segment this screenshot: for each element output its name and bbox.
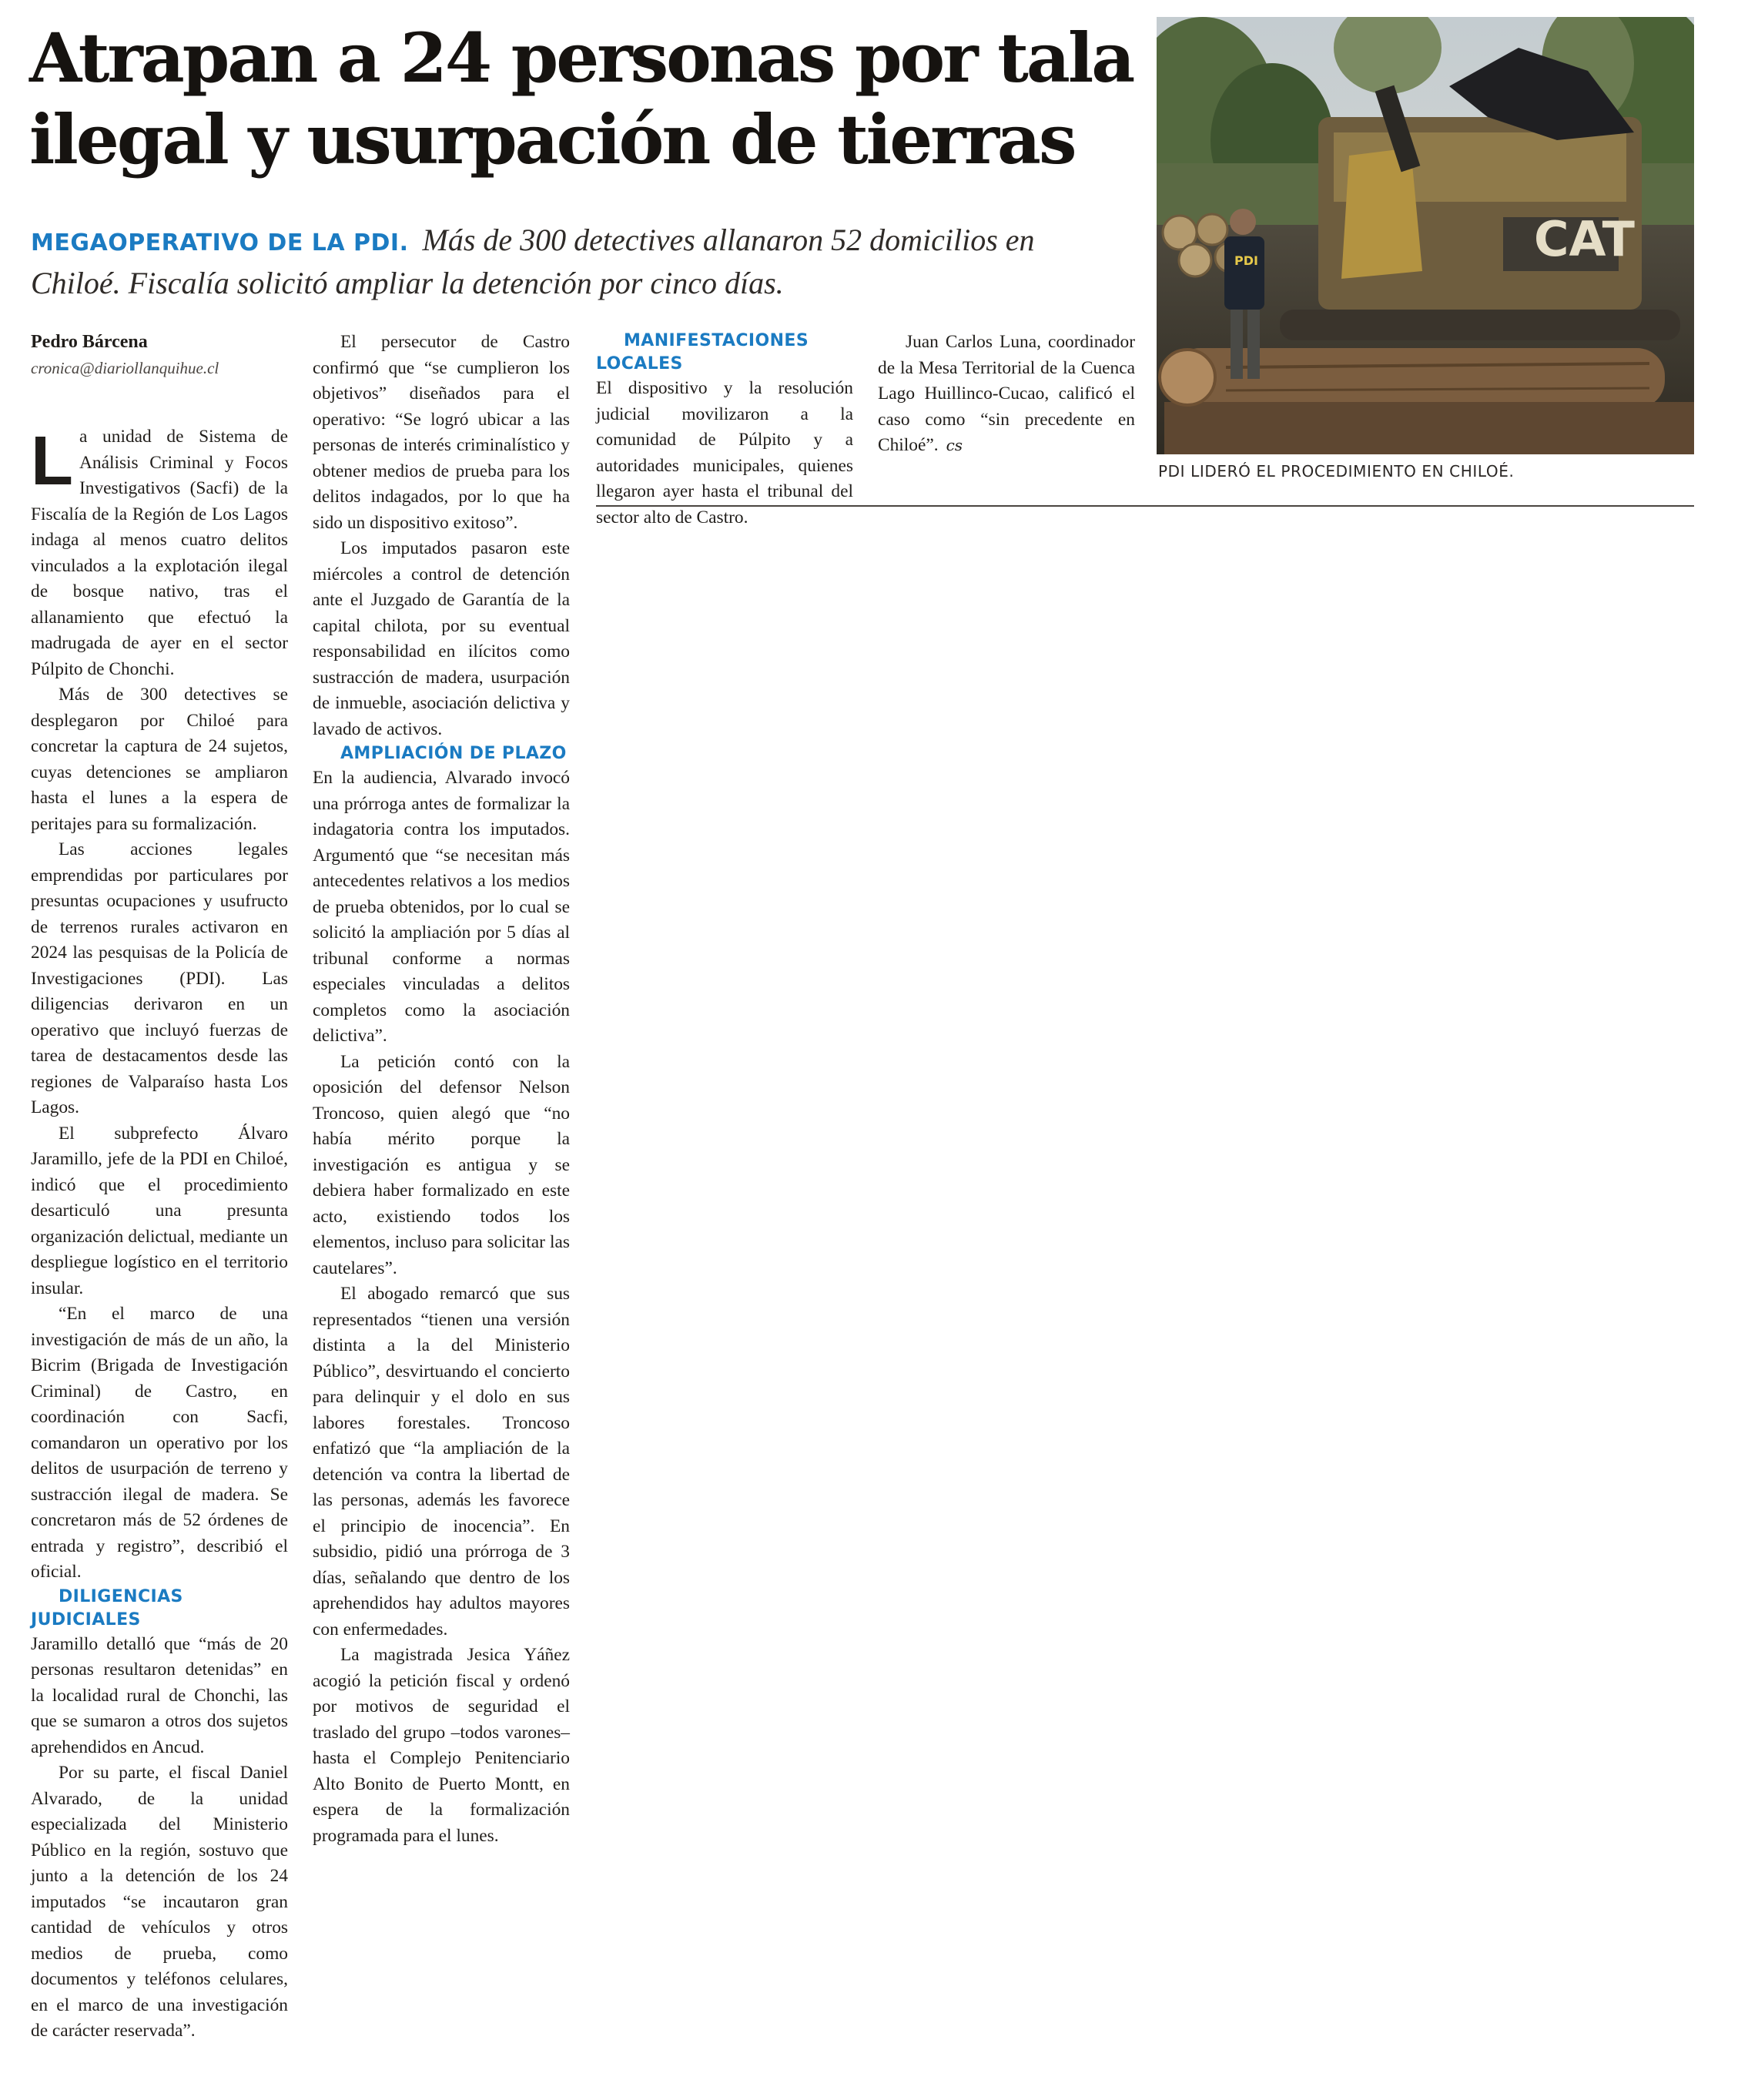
vest-label: PDI xyxy=(1234,253,1258,268)
paragraph: El abogado remarcó que sus representados “tienen una versión distinta a la del Ministerio Público”, desvirtuando el concierto para delinquir y el dolo en sus labores forestales. Troncoso enfatizó que “la ampliación de la detención va contra la libertad de las personas, además les favorece el principio de inocencia”. En subsidio, pidió una prórroga de 3 días, señalando que dentro de los aprehendidos hay adultos mayores con enfermedades. xyxy=(313,1284,570,1639)
headline: Atrapan a 24 personas por tala ilegal y usurpación de tierras xyxy=(29,18,1133,179)
paragraph xyxy=(878,330,1135,459)
paragraph: Por su parte, el fiscal Daniel Alvarado, de la unidad especializada del Ministerio Público en la región, sostuvo que junto a la detención de los 24 imputados “se incautaron gran cantidad de vehículos y otros medios de prueba, como documentos y teléfonos celulares, en el marco de una investigación de carácter reservada”. xyxy=(31,1763,288,2041)
subhead-diligencias: DILIGENCIAS JUDICIALES xyxy=(31,1586,183,1629)
machine-brand: CAT xyxy=(1534,211,1635,267)
article-column-1 xyxy=(31,330,288,2045)
drop-cap: L xyxy=(31,423,73,500)
paragraph: En la audiencia, Alvarado invocó una prórroga antes de formalizar la indagatoria contra los imputados. Argumentó que “se necesitan más antecedentes relativos a los medios de prueba obtenidos, por lo cual se solicitó la ampliación por 5 días al tribunal conforme a normas especiales vinculadas a delitos completos como la asociación delictiva”. xyxy=(313,768,570,1046)
article-column-2 xyxy=(313,330,570,1849)
paragraph: La magistrada Jesica Yáñez acogió la petición fiscal y ordenó por motivos de seguridad el traslado del grupo –todos varones– hasta el Complejo Penitenciario Alto Bonito de Puerto Montt, en espera de la formalización programada para el lunes. xyxy=(313,1645,570,1846)
subhead-ampliacion: AMPLIACIÓN DE PLAZO xyxy=(340,744,567,763)
deck-text: Más de 300 detectives allanaron 52 domicilios en Chiloé. Fiscalía solicitó ampliar la detención por cinco días. xyxy=(31,223,1035,300)
paragraph: El persecutor de Castro confirmó que “se cumplieron los objetivos” diseñados para el operativo: “Se logró ubicar a las personas de interés criminalístico y obtener medios de prueba para los delitos indagados, por lo que ha sido un dispositivo exitoso”. xyxy=(313,332,570,533)
paragraph: El dispositivo y la resolución judicial movilizaron a la comunidad de Púlpito y a autoridades municipales, quienes llegaron ayer hasta el tribunal del sector alto de Castro. xyxy=(596,378,853,528)
section-rule xyxy=(596,505,1694,507)
subhead-manifestaciones: MANIFESTACIONES LOCALES xyxy=(596,331,809,373)
paragraph: Las acciones legales emprendidas por particulares por presuntas ocupaciones y usufructo de terrenos rurales activaron en 2024 las pesquisas de la Policía de Investigaciones (PDI). Las diligencias derivaron en un operativo que incluyó fuerzas de tarea de destacamentos desde las regiones de Valparaíso hasta Los Lagos. xyxy=(31,839,288,1117)
deck-kicker: MEGAOPERATIVO DE LA PDI. xyxy=(31,229,409,256)
byline-email: cronica@diariollanquihue.cl xyxy=(31,358,219,377)
photo-illustration xyxy=(1157,17,1694,454)
paragraph: “En el marco de una investigación de más de un año, la Bicrim (Brigada de Investigación Criminal) de Castro, en coordinación con Sacfi, comandaron un operativo por los delitos de usurpación de terreno y sustracción ilegal de madera. Se concretaron más de 52 órdenes de entrada y registro”, describió el oficial. xyxy=(31,1304,288,1582)
article-column-3 xyxy=(596,330,853,531)
paragraph: Más de 300 detectives se desplegaron por Chiloé para concretar la captura de 24 sujetos, cuyas detenciones se ampliaron hasta el lunes a la espera de peritajes para su formalización. xyxy=(31,685,288,834)
deck xyxy=(31,220,1109,303)
paragraph: Los imputados pasaron este miércoles a control de detención ante el Juzgado de Garantía de la capital chilota, por su eventual responsabilidad en ilícitos como sustracción de madera, usurpación de inmueble, asociación delictiva y lavado de activos. xyxy=(313,538,570,739)
news-photo xyxy=(1157,17,1694,454)
paragraph: La petición contó con la oposición del defensor Nelson Troncoso, quien alegó que “no había mérito porque la investigación es antigua y se debiera haber formalizado en este acto, existiendo todos los elementos, incluso para solicitar las cautelares”. xyxy=(313,1051,570,1278)
article-column-4 xyxy=(878,330,1135,459)
paragraph: El subprefecto Álvaro Jaramillo, jefe de la PDI en Chiloé, indicó que el procedimiento desarticuló una presunta organización delictual, mediante un despliegue logístico en el territorio insular. xyxy=(31,1123,288,1298)
end-mark: cs xyxy=(946,436,963,454)
paragraph: Jaramillo detalló que “más de 20 personas resultaron detenidas” en la localidad rural de Chonchi, las que se sumaron a otros dos sujetos aprehendidos en Ancud. xyxy=(31,1633,288,1757)
paragraph-text: Juan Carlos Luna, coordinador de la Mesa Territorial de la Cuenca Lago Huillinco-Cucao, calificó el caso como “sin precedente en Chiloé”. xyxy=(878,332,1135,455)
byline-author: Pedro Bárcena xyxy=(31,332,148,352)
paragraph-text: a unidad de Sistema de Análisis Criminal y Focos Investigativos (Sacfi) de la Fiscalía de la Región de Los Lagos indaga al menos cuatro delitos vinculados a la explotación ilegal de bosque nativo, tras el allanamiento que efectuó la madrugada de ayer en el sector Púlpito de Chonchi. xyxy=(31,427,288,679)
photo-caption: PDI LIDERÓ EL PROCEDIMIENTO EN CHILOÉ. xyxy=(1158,462,1515,481)
paragraph xyxy=(31,424,288,682)
